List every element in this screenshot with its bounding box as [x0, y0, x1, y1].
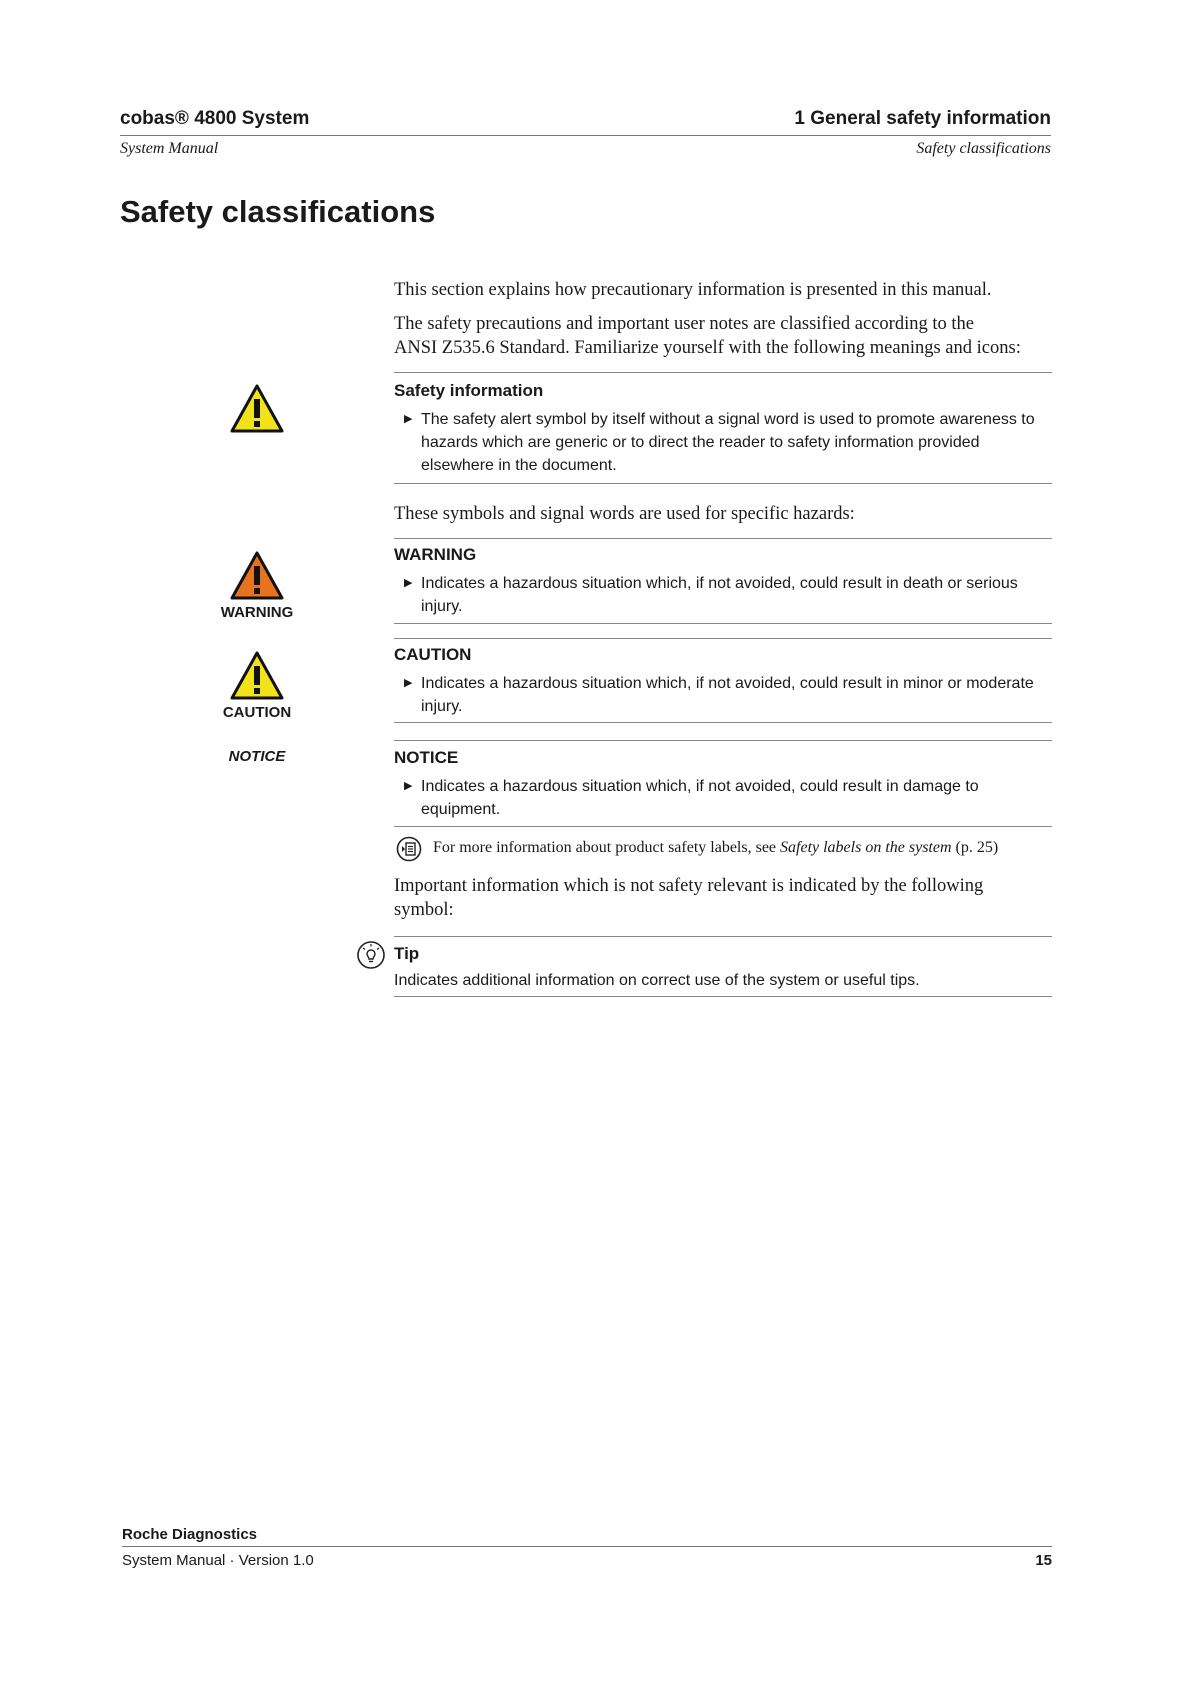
intro-paragraph-2-line1: The safety precautions and important user notes are classified according to the: [394, 314, 974, 334]
warning-line2: injury.: [421, 598, 463, 615]
caution-icon: [229, 650, 285, 702]
safety-alert-icon: [229, 383, 285, 435]
intro-paragraph-2-line2: ANSI Z535.6 Standard. Familiarize yourself with the following meanings and icons:: [394, 338, 1021, 358]
footer-page-number: 15: [1035, 1552, 1052, 1569]
header-manual: System Manual: [120, 140, 219, 157]
reference-document-icon: [396, 836, 422, 862]
safety-info-line1: The safety alert symbol by itself without a signal word is used to promote awareness to: [421, 411, 1035, 428]
safety-info-line3: elsewhere in the document.: [421, 457, 617, 474]
tip-bottom-rule: [394, 996, 1052, 997]
intro-paragraph-1: This section explains how precautionary information is presented in this manual.: [394, 280, 992, 300]
notice-heading: NOTICE: [394, 748, 459, 767]
warning-top-rule: [394, 538, 1052, 539]
tip-heading: Tip: [394, 944, 420, 963]
tip-top-rule: [394, 936, 1052, 937]
warning-icon: [229, 550, 285, 602]
notice-line1: Indicates a hazardous situation which, if not avoided, could result in damage to: [421, 778, 979, 795]
safety-info-heading: Safety information: [394, 381, 544, 400]
specific-hazards-intro: These symbols and signal words are used for specific hazards:: [394, 504, 855, 524]
footer-company: Roche Diagnostics: [122, 1526, 258, 1543]
reference-suffix: (p. 25): [951, 839, 999, 856]
caution-bullet: [404, 672, 1054, 720]
warning-bullet: [404, 572, 1054, 620]
notice-bullet: [404, 775, 1054, 823]
safety-info-bottom-rule: [394, 483, 1052, 484]
footer-version: System Manual · Version 1.0: [122, 1552, 314, 1569]
bullet-arrow-icon: ▶: [404, 577, 413, 589]
reference-link[interactable]: Safety labels on the system: [780, 839, 952, 856]
notice-top-rule: [394, 740, 1052, 741]
safety-info-top-rule: [394, 372, 1052, 373]
bullet-arrow-icon: ▶: [404, 677, 413, 689]
reference-text: [433, 839, 998, 857]
caution-top-rule: [394, 638, 1052, 639]
footer-divider: [122, 1546, 1052, 1547]
caution-line2: injury.: [421, 698, 463, 715]
important-line2: symbol:: [394, 900, 454, 920]
warning-bottom-rule: [394, 623, 1052, 624]
caution-bottom-rule: [394, 722, 1052, 723]
header-section: Safety classifications: [916, 140, 1051, 157]
page-title: Safety classifications: [120, 194, 436, 229]
header-chapter: 1 General safety information: [794, 108, 1051, 129]
header-product: cobas® 4800 System: [120, 108, 310, 129]
warning-heading: WARNING: [394, 545, 477, 564]
important-line1: Important information which is not safety relevant is indicated by the following: [394, 876, 984, 896]
header-divider: [120, 135, 1051, 136]
tip-lightbulb-icon: [356, 940, 386, 970]
bullet-arrow-icon: ▶: [404, 780, 413, 792]
safety-info-line2: hazards which are generic or to direct the reader to safety information provided: [421, 434, 980, 451]
notice-bottom-rule: [394, 826, 1052, 827]
warning-icon-label: WARNING: [220, 604, 294, 621]
tip-text: Indicates additional information on correct use of the system or useful tips.: [394, 972, 920, 989]
caution-line1: Indicates a hazardous situation which, if not avoided, could result in minor or moderate: [421, 675, 1034, 692]
caution-heading: CAUTION: [394, 645, 472, 664]
caution-icon-label: CAUTION: [222, 704, 292, 721]
reference-prefix: For more information about product safety labels, see: [433, 839, 781, 856]
warning-line1: Indicates a hazardous situation which, if not avoided, could result in death or serious: [421, 575, 1018, 592]
bullet-arrow-icon: ▶: [404, 413, 413, 425]
notice-line2: equipment.: [421, 801, 501, 818]
safety-info-bullet: [404, 408, 1054, 478]
notice-icon-label: NOTICE: [228, 748, 286, 765]
